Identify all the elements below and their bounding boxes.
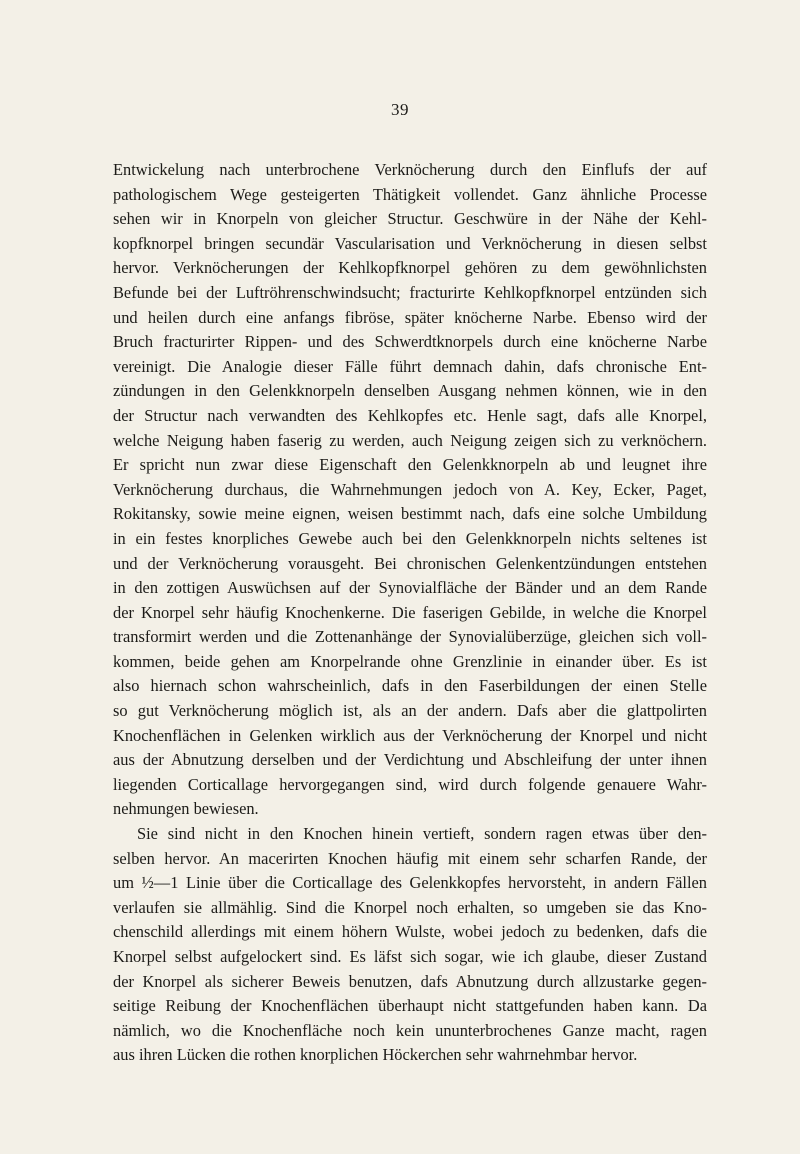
text-line: hervor. Verknöcherungen der Kehlkopfknorpel gehören zu dem gewöhnlichsten <box>113 258 707 278</box>
text-line: Bruch fracturirter Rippen- und des Schwerdtknorpels durch eine knöcherne Narbe <box>113 332 707 352</box>
text-line: also hiernach schon wahrscheinlich, dafs in den Faserbildungen der einen Stelle <box>113 676 707 696</box>
text-line: liegenden Corticallage hervorgegangen sind, wird durch folgende genauere Wahr- <box>113 774 707 794</box>
text-line: selben hervor. An macerirten Knochen häufig mit einem sehr scharfen Rande, der <box>113 848 707 868</box>
text-line: und heilen durch eine anfangs fibröse, später knöcherne Narbe. Ebenso wird der <box>113 307 707 327</box>
text-line: der Knorpel als sicherer Beweis benutzen, dafs Abnutzung durch allzustarke gegen- <box>113 971 707 991</box>
text-line: Verknöcherung durchaus, die Wahrnehmungen jedoch von A. Key, Ecker, Paget, <box>113 479 707 499</box>
text-line: aus ihren Lücken die rothen knorplichen Höckerchen sehr wahrnehmbar hervor. <box>113 1045 638 1065</box>
text-line: chenschild allerdings mit einem höhern Wulste, wobei jedoch zu bedenken, dafs die <box>113 922 707 942</box>
paragraph-1 <box>113 158 707 822</box>
text-line: um ½—1 Linie über die Corticallage des Gelenkkopfes hervorsteht, in andern Fällen <box>113 873 707 893</box>
text-line: so gut Verknöcherung möglich ist, als an der andern. Dafs aber die glattpolirten <box>113 701 707 721</box>
text-line: kopfknorpel bringen secundär Vascularisation und Verknöcherung in diesen selbst <box>113 233 707 253</box>
text-line: aus der Abnutzung derselben und der Verdichtung und Abschleifung der unter ihnen <box>113 750 707 770</box>
text-line: verlaufen sie allmählig. Sind die Knorpel noch erhalten, so umgeben sie das Kno- <box>113 897 707 917</box>
text-line: Befunde bei der Luftröhrenschwindsucht; fracturirte Kehlkopfknorpel entzünden sich <box>113 282 707 302</box>
page-number: 39 <box>391 100 409 119</box>
text-line: nehmungen bewiesen. <box>113 799 259 819</box>
text-line: und der Verknöcherung vorausgeht. Bei chronischen Gelenkentzündungen entstehen <box>113 553 707 573</box>
text-line: vereinigt. Die Analogie dieser Fälle führt demnach dahin, dafs chronische Ent- <box>113 356 707 376</box>
text-line: der Knorpel sehr häufig Knochenkerne. Die faserigen Gebilde, in welche die Knorpel <box>113 602 707 622</box>
text-line: Rokitansky, sowie meine eignen, weisen bestimmt nach, dafs eine solche Umbildung <box>113 504 707 524</box>
text-line: Er spricht nun zwar diese Eigenschaft den Gelenkknorpeln ab und leugnet ihre <box>113 455 707 475</box>
text-line: in ein festes knorpliches Gewebe auch bei den Gelenkknorpeln nichts seltenes ist <box>113 528 707 548</box>
text-line: Entwickelung nach unterbrochene Verknöcherung durch den Einflufs der auf <box>113 160 707 179</box>
text-line: Knorpel selbst aufgelockert sind. Es läfst sich sogar, wie ich glaube, dieser Zustand <box>113 947 707 966</box>
text-line: Knochenflächen in Gelenken wirklich aus der Verknöcherung der Knorpel und nicht <box>113 725 707 745</box>
text-line: nämlich, wo die Knochenfläche noch kein ununterbrochenes Ganze macht, ragen <box>113 1020 707 1040</box>
text-line: pathologischem Wege gesteigerten Thätigkeit vollendet. Ganz ähnliche Processe <box>113 184 707 204</box>
text-line: kommen, beide gehen am Knorpelrande ohne Grenzlinie in einander über. Es ist <box>113 651 707 671</box>
text-line: transformirt werden und die Zottenanhänge der Synovialüberzüge, gleichen sich voll- <box>113 627 707 647</box>
text-line: in den zottigen Auswüchsen auf der Synovialfläche der Bänder und an dem Rande <box>113 578 707 598</box>
body-text <box>113 158 707 1068</box>
text-line: zündungen in den Gelenkknorpeln denselben Ausgang nehmen können, wie in den <box>113 381 707 401</box>
paragraph-2 <box>113 822 707 1068</box>
text-line: seitige Reibung der Knochenflächen überhaupt nicht stattgefunden haben kann. Da <box>113 996 707 1016</box>
text-line: Sie sind nicht in den Knochen hinein vertieft, sondern ragen etwas über den- <box>137 824 707 844</box>
text-line: sehen wir in Knorpeln von gleicher Structur. Geschwüre in der Nähe der Kehl- <box>113 209 707 229</box>
text-line: welche Neigung haben faserig zu werden, auch Neigung zeigen sich zu verknöchern. <box>113 430 707 450</box>
text-line: der Structur nach verwandten des Kehlkopfes etc. Henle sagt, dafs alle Knorpel, <box>113 405 707 425</box>
